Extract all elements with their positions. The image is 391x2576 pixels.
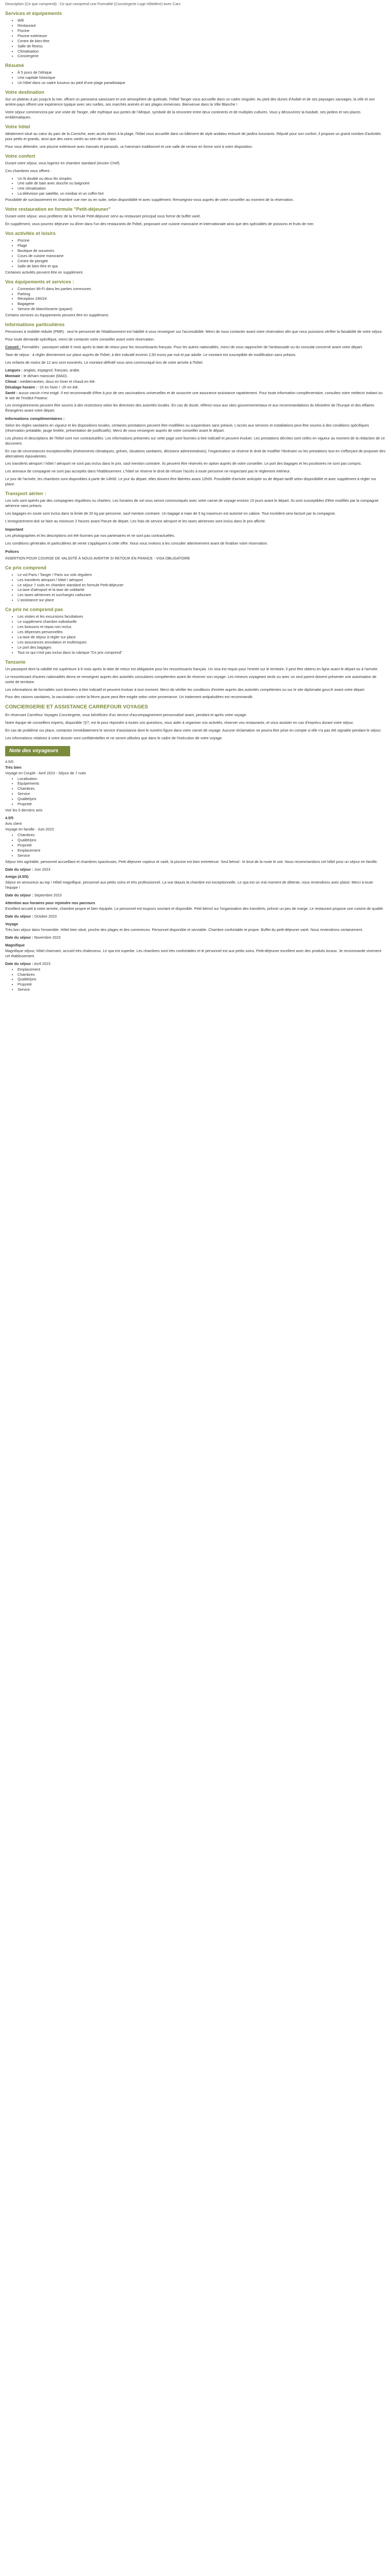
list-item: • Emplacement <box>18 967 386 972</box>
decalage-row <box>5 385 386 390</box>
list-item: • L'assistance sur place <box>18 598 386 603</box>
infos-complementaires-paragraph: Les photos et descriptions de l'hôtel sont non contractuelles. Les informations présentes sur cette page sont fournies à titre indicatif et peuvent évoluer. Les prestations décrites sont celles en vigueur au moment de la rédaction de ce document. <box>5 435 385 446</box>
list-item: • Un hôtel dans un cadre luxueux au pied d'une plage paradisiaque <box>18 80 386 86</box>
list-item: • Service <box>18 987 386 992</box>
list-item: • Les taxes aériennes et surcharges carburant <box>18 592 386 598</box>
list-item: • Propreté <box>18 843 386 848</box>
list-item: • Climatisation <box>18 49 386 54</box>
list-item: • La télévision par satellite, un minibar et un coffre-fort <box>18 191 386 196</box>
review-date: Septembre 2023 <box>34 893 62 898</box>
review-text: Séjour très agréable, personnel accueillant et chambres spacieuses. Petit déjeuner copieux et varié, la piscine est bien entretenue. Seul bémol : le bruit de la route le soir. Nous recommandons cet hôtel pour un séjour en famille. <box>5 859 378 864</box>
activites-after: Certaines activités peuvent être en supplément. <box>5 269 84 275</box>
review-criteria-list <box>5 776 386 807</box>
review-text: Très bon séjour dans l'ensemble. Hôtel bien situé, proche des plages et des commerces. Personnel disponible et serviable. Chambre confortable et propre. Buffet du petit-déjeuner varié. Nous reviendrons certainement. <box>5 927 363 932</box>
sante-row <box>5 391 386 401</box>
confort-title: Votre confort <box>5 152 36 159</box>
transport-paragraph: L'enregistrement doit se faire au minimum 2 heures avant l'heure de départ. Les frais de service aéroport et les taxes aériennes sont inclus dans le prix affiché. <box>5 518 266 523</box>
review-date-row <box>5 867 386 872</box>
review-text: Magnifique séjour, hôtel charmant, accueil très chaleureux. Le spa est superbe. Les chambres sont très confortables et le personnel est aux petits soins. Petit-déjeuner excellent avec des produits locaux. Je recommande vivement cet établissement. <box>5 948 382 958</box>
list-item: • Restaurant <box>18 23 386 28</box>
equipements-list <box>5 286 386 312</box>
review-date-label: Date du séjour : <box>5 935 34 940</box>
tanzanie-paragraph: Les informations de formalités sont données à titre indicatif et peuvent évoluer à tout moment. Merci de vérifier les conditions d'entrée auprès des autorités compétentes ou sur le site diplomatie.gouv.fr avant votre départ. <box>5 687 366 692</box>
review-criteria-list <box>5 967 386 993</box>
conciergerie-paragraph: Notre équipe de conseillers experts, disponible 7j/7, est là pour répondre à toutes vos questions, vous aider à organiser vos activités, réserver vos restaurants, et vous assister en cas d'imprévu durant votre séjour. <box>5 720 354 725</box>
list-item: • Réception 24h/24 <box>18 296 386 301</box>
sante-label: Santé : <box>5 390 18 395</box>
infos-complementaires-paragraph: Selon les règles sanitaires en vigueur et les dispositions locales, certaines prestations peuvent être modifiées ou suspendues sans préavis. L'accès aux services et installations peut être soumis à des conditions spécifiques (réservation préalable, jauge limitée, présentation de justificatifs). Merci de vous renseigner auprès de votre conseiller avant le départ. <box>5 422 369 433</box>
decalage-value: -1h en hiver / -2h en été. <box>38 384 79 389</box>
review-2 <box>5 816 386 872</box>
tanzanie-paragraph: Un passeport dont la validité est supérieure à 6 mois après la date de retour est obligatoire pour les ressortissants français. Un visa est requis pour l'entrée sur le territoire, il peut être obtenu en ligne avant le départ ou à l'arrivée. <box>5 666 379 671</box>
review-title: Magnifique <box>5 942 25 947</box>
conciergerie-paragraph: Les informations relatives à votre dossier sont confidentielles et ne seront utilisées que dans le cadre de l'exécution de votre voyage. <box>5 735 223 740</box>
review-title: Très bien <box>5 765 22 770</box>
tanzanie-paragraph: Le ressortissant d'autres nationalités devra se renseigner auprès des autorités consulaires compétentes avant de réserver son voyage. Les mineurs voyageant seuls ou avec un seul parent doivent présenter une autorisation de sortie de territoire. <box>5 674 377 684</box>
list-item: • Le séjour 7 nuits en chambre standard en formule Petit-déjeuner <box>18 583 386 588</box>
infos-paragraph: Personnes à mobilité réduite (PMR) : seul le personnel de l'établissement est habilité à vous renseigner sur l'accessibilité. Merci de nous contacter avant votre réservation afin que nous puissions vérifier la faisabilité de votre séjour. <box>5 329 383 334</box>
infos-complementaires-title: Informations complémentaires : <box>5 416 65 421</box>
list-item: • Service <box>18 791 386 796</box>
list-item: • Salle de bien-être et spa <box>18 264 386 269</box>
review-title: Avis client <box>5 821 22 826</box>
list-item: • Chambres <box>18 972 386 977</box>
review-title: Amigo (4.5/5) <box>5 874 29 879</box>
list-item: • Chambres <box>18 833 386 838</box>
list-item: • Service <box>18 853 386 858</box>
list-item: • Qualité/prix <box>18 977 386 982</box>
list-item: • Propreté <box>18 982 386 987</box>
review-date-label: Date du séjour : <box>5 961 34 966</box>
climat-label: Climat : <box>5 379 19 384</box>
activites-list <box>5 238 386 269</box>
list-item: • Connexion Wi-Fi dans les parties communes <box>18 286 386 292</box>
transport-title: Transport aérien : <box>5 490 46 497</box>
monnaie-label: Monnaie : <box>5 373 23 378</box>
list-item: • Parking <box>18 292 386 297</box>
review-criteria-list <box>5 833 386 858</box>
list-item: • Le supplément chambre individuelle <box>18 619 386 624</box>
list-item: • Service de blanchisserie (payant) <box>18 307 386 312</box>
review-title: Attention aux horaires pour rejoindre nos parcours <box>5 901 95 906</box>
tanzanie-title: Tanzanie <box>5 658 26 665</box>
list-item: • Piscine <box>18 28 386 33</box>
list-item: • Le port des bagages <box>18 645 386 650</box>
destination-paragraph: Sur un plateau à pic jusqu'à la mer, offrant un panorama saisissant et une atmosphère de quiétude, l'Hôtel Tanger vous accueille dans un cadre singulier. Au pied des dunes d'Asilah et de ses paysages sauvages, la ville et son arrière-pays offrent une expérience typique avec ses ruelles, ses marchés animés et ses plages immenses. Bienvenue dans la Ville Blanche ! <box>5 97 375 107</box>
infos-complementaires-paragraph: En cas de circonstances exceptionnelles (événements climatiques, grèves, situations sanitaires, décisions administratives), l'organisateur se réserve le droit de modifier l'itinéraire ou les prestations tout en s'efforçant de proposer des alternatives équivalentes. <box>5 448 386 459</box>
list-item: • Qualité/prix <box>18 796 386 802</box>
review-5 <box>5 922 386 940</box>
resume-list <box>5 70 386 86</box>
list-item: • Qualité/prix <box>18 838 386 843</box>
list-item: • Les transferts aéroport / hôtel / aéroport <box>18 578 386 583</box>
review-4 <box>5 901 386 919</box>
list-item: • Centre de bien-être <box>18 39 386 44</box>
destination-title: Votre destination <box>5 89 44 95</box>
monnaie-value: le dirham marocain (MAD). <box>23 373 68 378</box>
equipements-after: Certains services ou équipements peuvent être en supplément. <box>5 313 109 318</box>
transport-paragraph: Les vols sont opérés par des compagnies régulières ou charters. Les horaires de vol vous seront communiqués avec votre carnet de voyage environ 10 jours avant le départ. Ils sont susceptibles d'être modifiés par la compagnie aérienne sans préavis. <box>5 498 379 509</box>
list-item: • Salle de fitness <box>18 44 386 49</box>
review-date-row <box>5 914 386 919</box>
monnaie-row <box>5 374 386 379</box>
list-item: • Cours de cuisine marocaine <box>18 253 386 259</box>
polices-text: INSERTION POUR COURSE DE VALIDITÉ À NOUS AVERTIR SI RETOUR EN FRANCE - VISA OBLIGATOIRE <box>5 555 190 561</box>
important-title: Important <box>5 527 24 532</box>
list-item: • Plage <box>18 243 386 248</box>
list-item: • Le vol Paris / Tanger / Paris sur vols réguliers <box>18 572 386 578</box>
sante-value: aucun vaccin n'est exigé. Il est recommandé d'être à jour de ses vaccinations universelles et de souscrire une assurance assistance rapatriement. Pour toute information complémentaire, consultez votre médecin traitant ou le site de l'Institut Pasteur. <box>5 390 383 400</box>
review-date-row <box>5 961 386 967</box>
infos-conseil <box>5 345 386 350</box>
review-more-link[interactable]: Voir les 5 derniers avis <box>5 808 43 813</box>
notes-header: Note des voyageurs <box>5 746 70 756</box>
list-item: • Piscine <box>18 238 386 243</box>
prix-comprend-pas-title: Ce prix ne comprend pas <box>5 606 63 613</box>
review-title: Voyage <box>5 922 19 927</box>
list-item: • Les dépenses personnelles <box>18 630 386 635</box>
services-title: Services et équipements <box>5 10 62 16</box>
prix-comprend-list <box>5 572 386 603</box>
review-sub: Voyage en Couple - Avril 2023 - Séjour de 7 nuits <box>5 770 86 775</box>
langues-label: Langues : <box>5 367 23 372</box>
list-item: • Les visites et les excursions facultatives <box>18 614 386 619</box>
infos-paragraph: Les enregistrements peuvent être soumis à des restrictions selon les directives des autorités locales. En cas de doute, référez-vous aux sites gouvernementaux et aux recommandations du Ministère de l'Europe et des Affaires Étrangères avant votre départ. <box>5 403 374 413</box>
restauration-paragraph: En supplément, vous pourrez déjeuner ou dîner dans l'un des restaurants de l'hôtel, proposant une cuisine marocaine et internationale ainsi que des spécialités de poissons et fruits de mer. <box>5 222 315 227</box>
infos-title: Informations particulières <box>5 321 65 328</box>
important-paragraph: Les photographies et les descriptions ont été fournies par nos partenaires et ne sont pas contractuelles. <box>5 533 175 538</box>
prix-comprend-title: Ce prix comprend <box>5 564 46 570</box>
intro-text: Description (Ce que comprend) : Ce que comprend une Formalité (Conciergerie Loge Hôtelière) Avec Cars <box>5 2 181 6</box>
conseil-text: Formalités : passeport valide 6 mois après la date de retour pour les ressortissants français. Pour les autres nationalités, merci de vous rapprocher de l'ambassade ou du consulat concerné avant votre départ. <box>22 345 363 350</box>
confort-after: Possibilité de surclassement en chambre vue mer ou en suite, selon disponibilité et avec supplément. Renseignez-vous auprès de votre conseiller au moment de la réservation. <box>5 197 294 202</box>
list-item: • À 5 jours de l'Afrique <box>18 70 386 75</box>
langues-row <box>5 368 386 373</box>
resume-title: Résumé <box>5 62 24 69</box>
list-item: • Piscine extérieure <box>18 33 386 39</box>
activites-title: Vos activités et loisirs <box>5 230 56 236</box>
list-item: • Wifi <box>18 18 386 23</box>
list-item: • Emplacement <box>18 848 386 853</box>
page <box>0 0 391 992</box>
list-item: • Conciergerie <box>18 54 386 59</box>
review-score: 4.5/5 <box>5 816 13 821</box>
confort-list <box>5 176 386 197</box>
list-item: • Tout ce qui n'est pas inclus dans la rubrique "Ce prix comprend" <box>18 650 386 655</box>
review-1 <box>5 759 386 813</box>
review-date-row <box>5 893 386 898</box>
important-paragraph: Les conditions générales et particulières de vente s'appliquent à cette offre. Nous vous invitons à les consulter attentivement avant de finaliser votre réservation. <box>5 541 268 546</box>
list-item: • Localisation <box>18 776 386 782</box>
transport-paragraph: Les bagages en soute sont inclus dans la limite de 20 kg par personne, sauf mention contraire. Un bagage à main de 5 kg maximum est autorisé en cabine. Tout excédent sera facturé par la compagnie. <box>5 511 336 516</box>
polices-title: Polices <box>5 549 19 554</box>
confort-paragraph: Durant votre séjour, vous logerez en chambre standard (Ancien Chef). <box>5 160 121 165</box>
list-item: • Une salle de bain avec douche ou baignoire <box>18 181 386 186</box>
review-date: Octobre 2023 <box>34 914 57 919</box>
hotel-title: Votre hôtel <box>5 123 30 129</box>
list-item: • Équipements <box>18 781 386 786</box>
conseil-label: Conseil : <box>5 345 21 350</box>
list-item: • Un lit double ou deux lits simples <box>18 176 386 181</box>
list-item: • Les assurances annulation et multirisques <box>18 640 386 645</box>
langues-value: anglais, espagnol, français, arabe. <box>23 367 80 372</box>
review-text: Excellent accueil à notre arrivée, chambre propre et bien équipée. Le personnel est toujours souriant et disponible. Petit bémol sur l'organisation des transferts, prévoir un peu de marge. Le restaurant propose une cuisine de qualité. <box>5 906 384 911</box>
review-date: Juin 2023 <box>34 867 51 872</box>
hotel-paragraph: Pour vous détendre, une piscine extérieure avec transats et parasols, un hammam traditionnel et une salle de remise en forme sont à votre disposition. <box>5 144 253 149</box>
prix-comprend-pas-list <box>5 614 386 655</box>
tanzanie-paragraph: Pour des raisons sanitaires, la vaccination contre la fièvre jaune peut être exigée selon votre provenance. Un traitement antipaludéen est recommandé. <box>5 694 254 700</box>
review-3 <box>5 874 386 898</box>
infos-complementaires-paragraph: Les animaux de compagnie ne sont pas acceptés dans l'établissement. L'hôtel se réserve le droit de refuser l'accès à toute personne ne respectant pas le règlement intérieur. <box>5 469 291 474</box>
list-item: • La taxe de séjour à régler sur place <box>18 635 386 640</box>
restauration-paragraph: Durant votre séjour, vous profiterez de la formule Petit-déjeuner servi au restaurant principal sous forme de buffet varié. <box>5 214 201 219</box>
destination-paragraph: Votre séjour commencera par une visite de Tanger, ville mythique aux portes de l'Afrique, symbole de la rencontre entre deux continents et de multiples cultures. Vous y découvrirez la Kasbah, ses jardins et ses places emblématiques. <box>5 110 361 120</box>
list-item: • Centre de plongée <box>18 259 386 264</box>
review-date-row <box>5 935 386 940</box>
conciergerie-title: CONCIERGERIE ET ASSISTANCE CARREFOUR VOYAGES <box>5 704 148 710</box>
review-6 <box>5 943 386 992</box>
list-item: • Les boissons et repas non inclus <box>18 624 386 630</box>
climat-value: méditerranéen, doux en hiver et chaud en été. <box>20 379 96 384</box>
equipements-title: Vos équipements et services : <box>5 278 74 284</box>
list-item: • Propreté <box>18 802 386 807</box>
infos-complementaires-paragraph: Les transferts aéroport / hôtel / aéroport ne sont pas inclus dans le prix, sauf mention contraire. Ils peuvent être réservés en option auprès de votre conseiller. Le port des bagages et les pourboires ne sont pas compris. <box>5 461 362 466</box>
review-text: Séjour en amoureux au top ! Hôtel magnifique, personnel aux petits soins et très professionnel. La vue depuis la chambre est exceptionnelle. Le spa est un vrai moment de détente, nous reviendrons avec plaisir. Merci à toute l'équipe ! <box>5 880 373 890</box>
review-date: Novembre 2023 <box>34 935 61 940</box>
review-date-label: Date du séjour : <box>5 914 34 919</box>
review-date-label: Date du séjour : <box>5 893 34 898</box>
confort-paragraph: Ces chambres vous offrent : <box>5 168 52 173</box>
review-date: Avril 2023 <box>34 961 51 966</box>
conciergerie-paragraph: En cas de problème sur place, contactez immédiatement le service d'assistance dont le numéro figure dans votre carnet de voyage. Aucune réclamation ne pourra être prise en compte si elle n'a pas été signalée pendant le séjour. <box>5 728 382 733</box>
infos-paragraph: Les enfants de moins de 12 ans sont exonérés. Le montant définitif vous sera communiqué lors de votre arrivée à l'hôtel. <box>5 360 204 365</box>
conciergerie-paragraph: En réservant Carrefour Voyages Conciergerie, vous bénéficiez d'un service d'accompagnement personnalisé avant, pendant et après votre voyage. <box>5 713 248 718</box>
list-item: • Bagagerie <box>18 301 386 307</box>
list-item: • Chambres <box>18 786 386 791</box>
hotel-paragraph: Idéalement situé au cœur du parc de la Corniche, avec accès direct à la plage, l'hôtel vous accueille dans un bâtiment de style andalou entouré de jardins luxuriants. Réputé pour son confort, il propose un grand nombre d'activités pour petits et grands, ainsi que des soins variés au sein de son spa. <box>5 131 381 141</box>
climat-row <box>5 379 386 384</box>
review-date-label: Date du séjour : <box>5 867 34 872</box>
list-item: • La taxe d'aéroport et la taxe de solidarité <box>18 587 386 592</box>
infos-paragraph: Taxe de séjour : à régler directement sur place auprès de l'hôtel, à titre indicatif environ 2,50 euros par nuit et par adulte. Le montant est susceptible de modification sans préavis. <box>5 352 297 357</box>
list-item: • Une climatisation <box>18 186 386 191</box>
review-line: Voyage en famille - Juin 2023 <box>5 826 54 832</box>
decalage-label: Décalage horaire : <box>5 384 38 389</box>
infos-paragraph: Pour toute demande spécifique, merci de contacter votre conseiller avant votre réservation. <box>5 337 155 342</box>
review-score: 4.5/5 <box>5 759 13 764</box>
list-item: • Une capitale historique <box>18 75 386 80</box>
services-list <box>5 18 386 59</box>
restauration-title: Votre restauration en formule "Petit-déjeuner" <box>5 206 111 212</box>
list-item: • Boutique de souvenirs <box>18 248 386 253</box>
infos-complementaires-paragraph: Le jour de l'arrivée, les chambres sont disponibles à partir de 14h00. Le jour du départ, elles doivent être libérées avant 12h00. Possibilité d'arrivée anticipée ou de départ tardif selon disponibilité et avec supplément à régler sur place. <box>5 477 377 487</box>
